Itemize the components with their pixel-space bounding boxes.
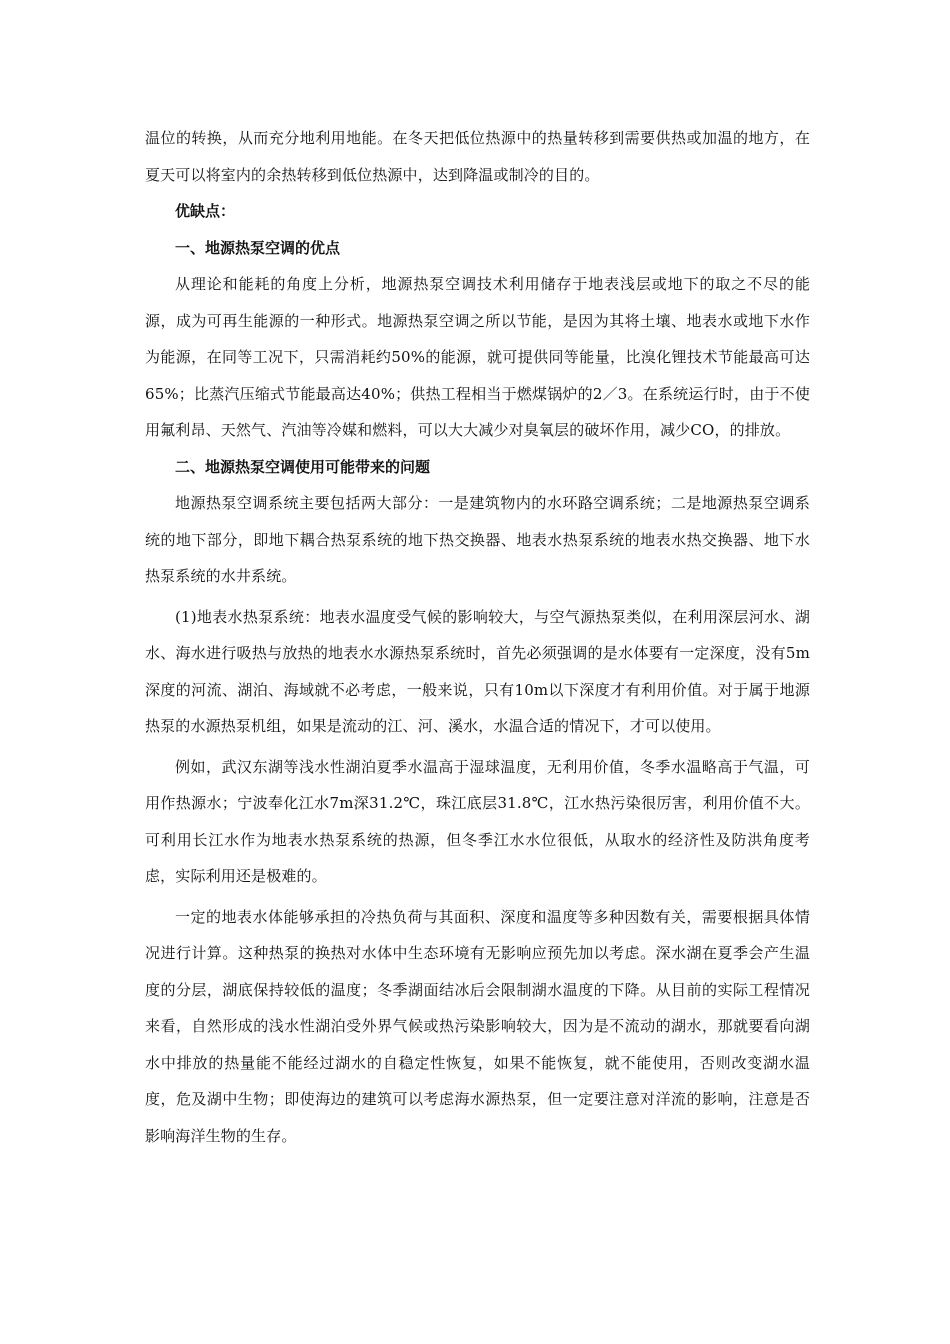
intro-continuation-paragraph: 温位的转换，从而充分地利用地能。在冬天把低位热源中的热量转移到需要供热或加温的地方，在夏天可以将室内的余热转移到低位热源中，达到降温或制冷的目的。 bbox=[145, 129, 810, 184]
section2-paragraph-load: 一定的地表水体能够承担的冷热负荷与其面积、深度和温度等多种因数有关，需要根据具体情况进行计算。这种热泵的换热对水体中生态环境有无影响应预先加以考虑。深水湖在夏季会产生温度的分层，湖底保持较低的温度；冬季湖面结冰后会限制湖水温度的下降。从目前的实际工程情况来看，自然形成的浅水性湖泊受外界气候或热污染影响较大，因为是不流动的湖水，那就要看向湖水中排放的热量能不能经过湖水的自稳定性恢复，如果不能恢复，就不能使用，否则改变湖水温度，危及湖中生物；即使海边的建筑可以考虑海水源热泵，但一定要注意对洋流的影响，注意是否影响海洋生物的生存。 bbox=[145, 907, 810, 1145]
section2-paragraph-example: 例如，武汉东湖等浅水性湖泊夏季水温高于湿球温度，无利用价值，冬季水温略高于气温，可用作热源水；宁波奉化江水7m深31.2℃，珠江底层31.8℃，江水热污染很厉害，利用价值不大。可利用长江水作为地表水热泵系统的热源，但冬季江水水位很低，从取水的经济性及防洪角度考虑，实际利用还是极难的。 bbox=[145, 757, 810, 885]
document-body bbox=[145, 120, 810, 1154]
pros-cons-heading: 优缺点： bbox=[175, 202, 236, 220]
section1-paragraph: 从理论和能耗的角度上分析，地源热泵空调技术利用储存于地表浅层或地下的取之不尽的能源，成为可再生能源的一种形式。地源热泵空调之所以节能，是因为其将土壤、地表水或地下水作为能源，在同等工况下，只需消耗约50%的能源，就可提供同等能量，比溴化锂技术节能最高可达65%；比蒸汽压缩式节能最高达40%；供热工程相当于燃煤锅炉的2／3。在系统运行时，由于不使用氟利昂、天然气、汽油等冷媒和燃料，可以大大减少对臭氧层的破坏作用，减少CO，的排放。 bbox=[145, 275, 810, 439]
section2-paragraph-surface-water: (1)地表水热泵系统：地表水温度受气候的影响较大，与空气源热泵类似，在利用深层河水、湖水、海水进行吸热与放热的地表水水源热泵系统时，首先必须强调的是水体要有一定深度，没有5m深度的河流、湖泊、海域就不必考虑，一般来说，只有10m以下深度才有利用价值。对于属于地源热泵的水源热泵机组，如果是流动的江、河、溪水，水温合适的情况下，才可以使用。 bbox=[145, 607, 810, 735]
section2-heading: 二、地源热泵空调使用可能带来的问题 bbox=[175, 457, 431, 476]
section2-paragraph-overview: 地源热泵空调系统主要包括两大部分：一是建筑物内的水环路空调系统；二是地源热泵空调系统的地下部分，即地下耦合热泵系统的地下热交换器、地表水热泵系统的地表水热交换器、地下水热泵系统的水井系统。 bbox=[145, 494, 810, 585]
section1-heading: 一、地源热泵空调的优点 bbox=[175, 238, 341, 257]
